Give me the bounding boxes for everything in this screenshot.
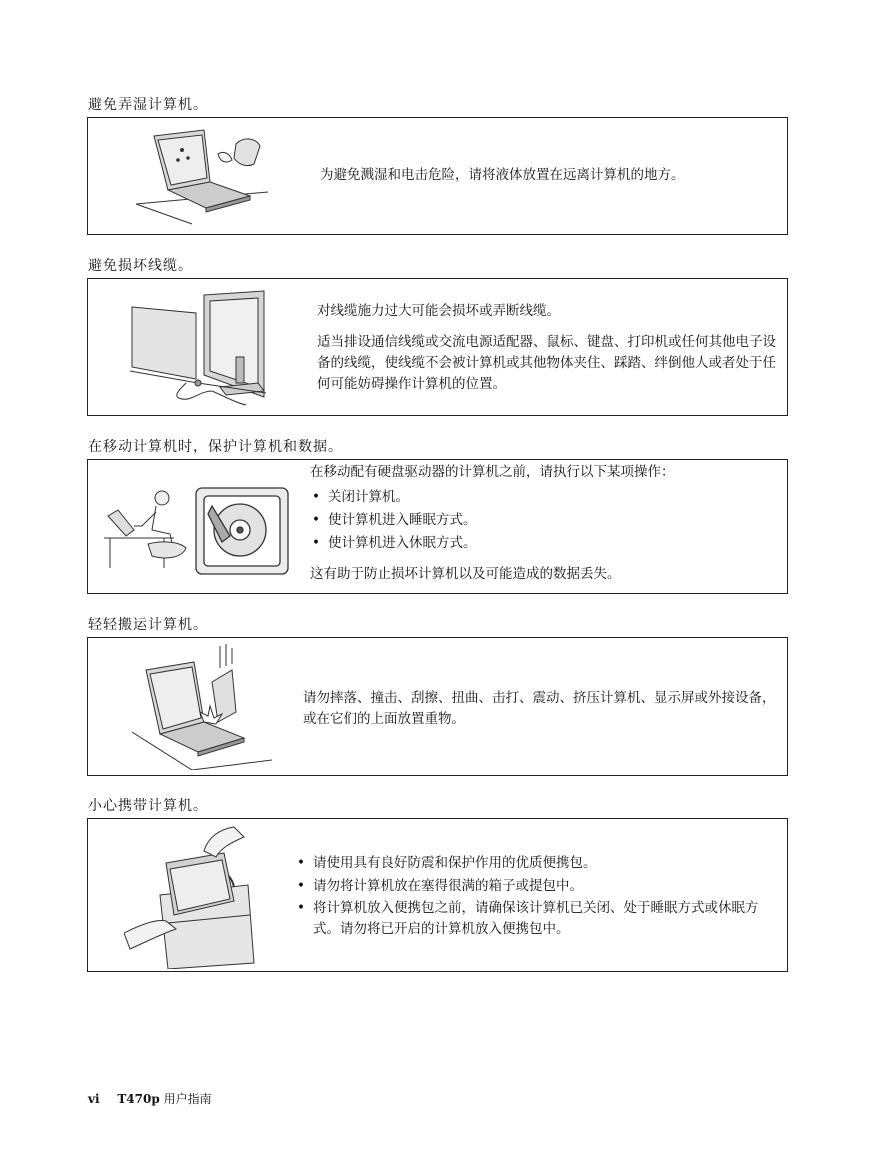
section-heading-keep-dry: 避免弄湿计算机。 xyxy=(88,97,208,113)
paragraph: 为避免溅湿和电击危险，请将液体放置在远离计算机的地方。 xyxy=(320,167,685,183)
notice-box-handle-gently xyxy=(87,637,788,776)
list-item: • 关闭计算机。 xyxy=(310,486,780,509)
section-heading-protect-cables: 避免损坏线缆。 xyxy=(88,258,193,274)
notice-text-carry-carefully xyxy=(295,852,785,940)
laptop-bag-illustration xyxy=(124,823,274,969)
intro-text: 在移动配有硬盘驱动器的计算机之前，请执行以下某项操作： xyxy=(310,464,675,480)
bullet-list xyxy=(295,852,785,940)
notice-box-protect-cables xyxy=(87,278,788,416)
page-footer xyxy=(88,1090,212,1107)
notice-text-move-safely xyxy=(310,461,780,586)
cables-monitor-illustration xyxy=(126,287,272,409)
notice-text-protect-cables xyxy=(317,301,785,395)
bullet-list xyxy=(310,486,780,555)
person-laptop-illustration xyxy=(104,486,194,570)
notice-text-keep-dry xyxy=(320,165,760,186)
paragraph: 适当排设通信线缆或交流电源适配器、鼠标、键盘、打印机或任何其他电子设备的线缆，使线缆不会被计算机或其他物体夹住、踩踏、绊倒他人或者处于任何可能妨碍操作计算机的位置。 xyxy=(317,334,776,392)
section-heading-handle-gently: 轻轻搬运计算机。 xyxy=(88,617,208,633)
list-item: • 请使用具有良好防震和保护作用的优质便携包。 xyxy=(295,852,785,875)
section-heading-carry-carefully: 小心携带计算机。 xyxy=(88,798,208,814)
list-item: • 使计算机进入睡眠方式。 xyxy=(310,509,780,532)
notice-box-carry-carefully xyxy=(87,818,788,972)
notice-box-move-safely xyxy=(87,459,788,594)
list-item: • 请勿将计算机放在塞得很满的箱子或提包中。 xyxy=(295,875,785,898)
hard-drive-illustration xyxy=(194,486,290,576)
laptop-impact-illustration xyxy=(132,642,272,770)
notice-box-keep-dry xyxy=(87,117,788,235)
paragraph: 请勿摔落、撞击、刮擦、扭曲、击打、震动、挤压计算机、显示屏或外接设备，或在它们的上面放置重物。 xyxy=(303,690,776,727)
laptop-liquid-spill-illustration xyxy=(132,124,272,228)
guide-title: 用户指南 xyxy=(163,1092,212,1106)
page-number: vi xyxy=(88,1092,100,1106)
list-item: • 使计算机进入休眠方式。 xyxy=(310,532,780,555)
notice-text-handle-gently xyxy=(303,688,783,730)
outro-text: 这有助于防止损坏计算机以及可能造成的数据丢失。 xyxy=(310,566,621,582)
list-item: • 将计算机放入便携包之前，请确保该计算机已关闭、处于睡眠方式或休眠方式。请勿将已开启的计算机放入便携包中。 xyxy=(295,898,785,940)
model-name: T470p xyxy=(117,1092,160,1106)
section-heading-move-safely: 在移动计算机时，保护计算机和数据。 xyxy=(88,439,343,455)
paragraph: 对线缆施力过大可能会损坏或弄断线缆。 xyxy=(317,303,560,319)
